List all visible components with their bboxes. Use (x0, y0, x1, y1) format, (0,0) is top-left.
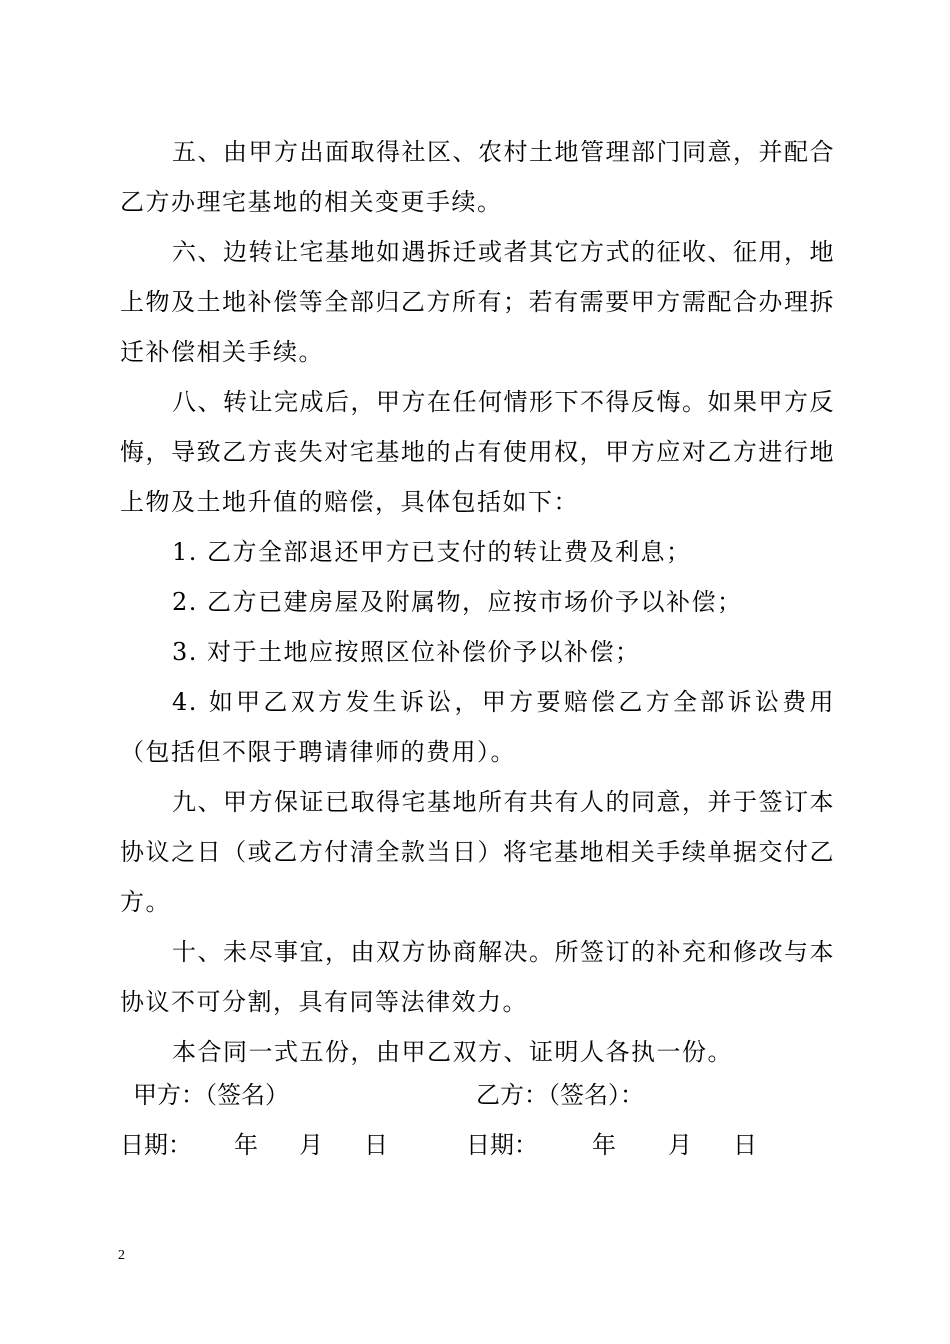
month-label-a: 月 (299, 1131, 323, 1159)
clause-eight-item-4: 4. 如甲乙双方发生诉讼，甲方要赔偿乙方全部诉讼费用（包括但不限于聘请律师的费用）。 (120, 688, 835, 766)
day-label-b: 日 (733, 1131, 757, 1159)
party-b-signature-label: 乙方：（签名）： (476, 1081, 644, 1109)
month-label-b: 月 (668, 1131, 692, 1159)
page-number: 2 (118, 1248, 125, 1263)
clause-eight-item-1: 1. 乙方全部退还甲方已支付的转让费及利息； (172, 538, 692, 566)
date-label-a: 日期： (120, 1131, 192, 1159)
copies-statement: 本合同一式五份，由甲乙双方、证明人各执一份。 (172, 1038, 733, 1066)
clause-eight-item-3: 3. 对于土地应按照区位补偿价予以补偿； (172, 638, 641, 666)
date-row (0, 1130, 950, 1160)
signature-row (0, 1080, 950, 1110)
clause-nine: 九、甲方保证已取得宅基地所有共有人的同意，并于签订本协议之日（或乙方付清全款当日）将宅基地相关手续单据交付乙方。 (120, 788, 835, 916)
year-label-b: 年 (592, 1131, 616, 1159)
clause-eight-item-2: 2. 乙方已建房屋及附属物，应按市场价予以补偿； (172, 588, 743, 616)
year-label-a: 年 (234, 1131, 258, 1159)
clause-ten: 十、未尽事宜，由双方协商解决。所签订的补充和修改与本协议不可分割，具有同等法律效力。 (120, 938, 835, 1016)
party-a-signature-label: 甲方：（签名） (133, 1081, 289, 1109)
clause-eight: 八、转让完成后，甲方在任何情形下不得反悔。如果甲方反悔，导致乙方丧失对宅基地的占有使用权，甲方应对乙方进行地上物及土地升值的赔偿，具体包括如下： (120, 388, 835, 516)
date-label-b: 日期： (466, 1131, 538, 1159)
clause-six: 六、边转让宅基地如遇拆迁或者其它方式的征收、征用，地上物及土地补偿等全部归乙方所有；若有需要甲方需配合办理拆迁补偿相关手续。 (120, 238, 835, 366)
day-label-a: 日 (364, 1131, 388, 1159)
clause-five: 五、由甲方出面取得社区、农村土地管理部门同意，并配合乙方办理宅基地的相关变更手续。 (120, 138, 835, 216)
